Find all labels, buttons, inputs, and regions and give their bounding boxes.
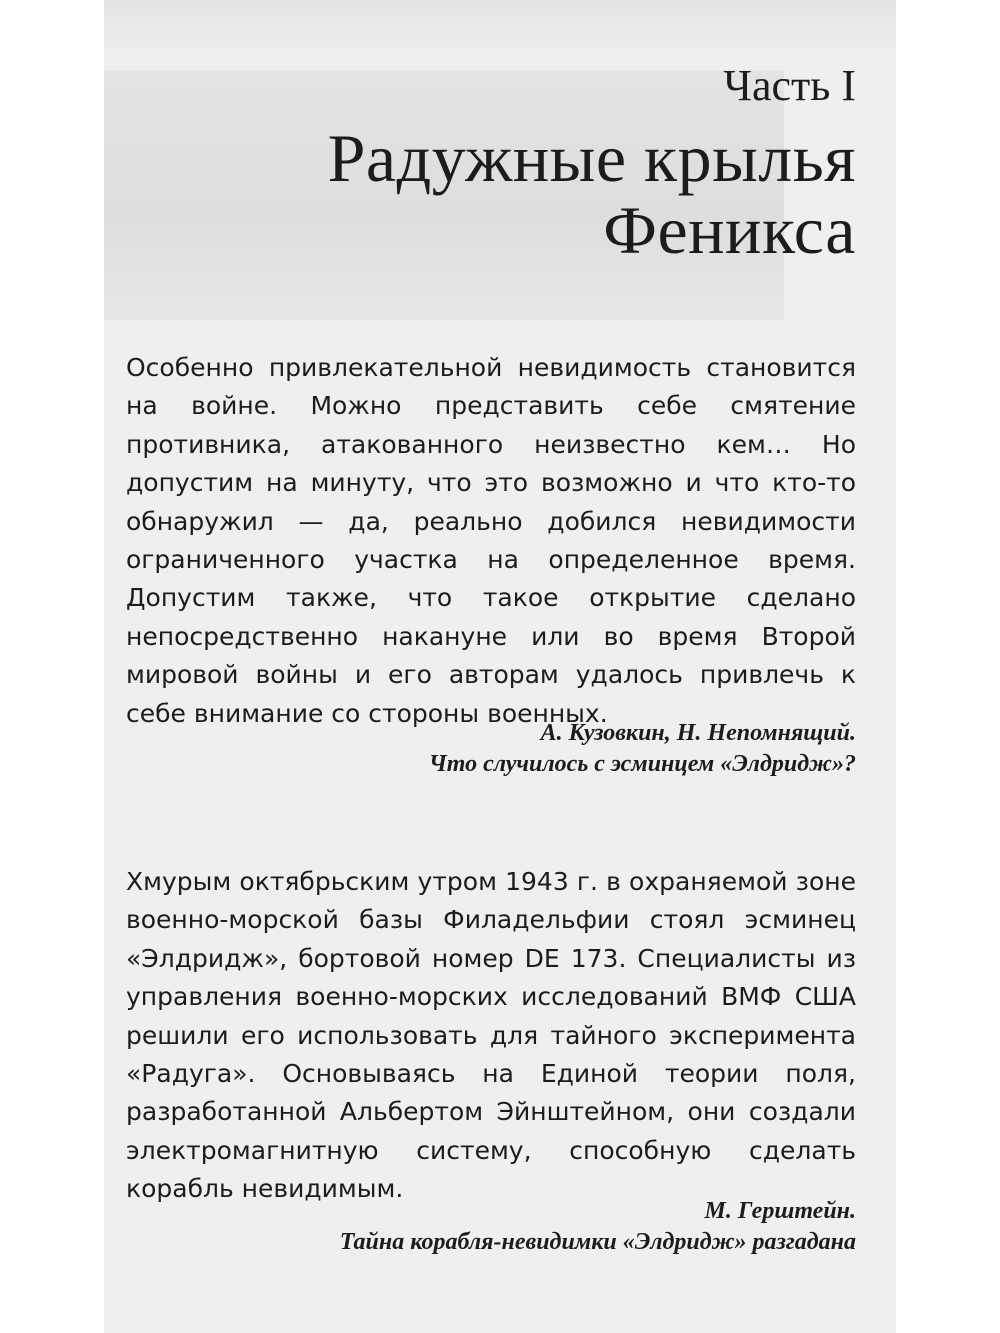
epigraph-source: Что случилось с эсминцем «Элдридж»? bbox=[428, 751, 856, 777]
part-title-line-1: Радужные крылья bbox=[327, 120, 856, 196]
epigraph-authors: А. Кузовкин, Н. Непомнящий. bbox=[540, 720, 856, 746]
quote-author: М. Герштейн. bbox=[704, 1198, 856, 1224]
quote-source: Тайна корабля-невидимки «Элдридж» разгадана bbox=[339, 1229, 856, 1255]
part-label: Часть I bbox=[723, 61, 856, 110]
part-title-line-2: Феникса bbox=[603, 192, 856, 268]
quote-text: Хмурым октябрьским утром 1943 г. в охраняемой зоне военно-морской базы Филадельфии стоял эсминец «Элдридж», бортовой номер DE 173. Специалисты из управления военно-морских исследований ВМФ США решили его использовать для тайного эксперимента «Радуга». Основываясь на Единой теории поля, разработанной Альбертом Эйнштейном, они создали электромагнитную систему, способную сделать корабль невидимым. bbox=[126, 867, 856, 1204]
part-title bbox=[328, 122, 856, 266]
part-header bbox=[328, 60, 856, 266]
quote-attribution bbox=[340, 1196, 856, 1258]
epigraph-text: Особенно привлекательной невидимость становится на войне. Можно представить себе смятение противника, атакованного неизвестно кем… Но допустим на минуту, что это возможно и что кто-то обнаружил — да, реально добился невидимости ограниченного участка на определенное время. Допустим также, что такое открытие сделано непосредственно накануне или во время Второй мировой войны и его авторам удалось привлечь к себе внимание со стороны военных. bbox=[126, 353, 856, 728]
epigraph-attribution bbox=[429, 718, 856, 780]
book-page bbox=[104, 0, 896, 1333]
page-top-shadow bbox=[104, 0, 896, 58]
